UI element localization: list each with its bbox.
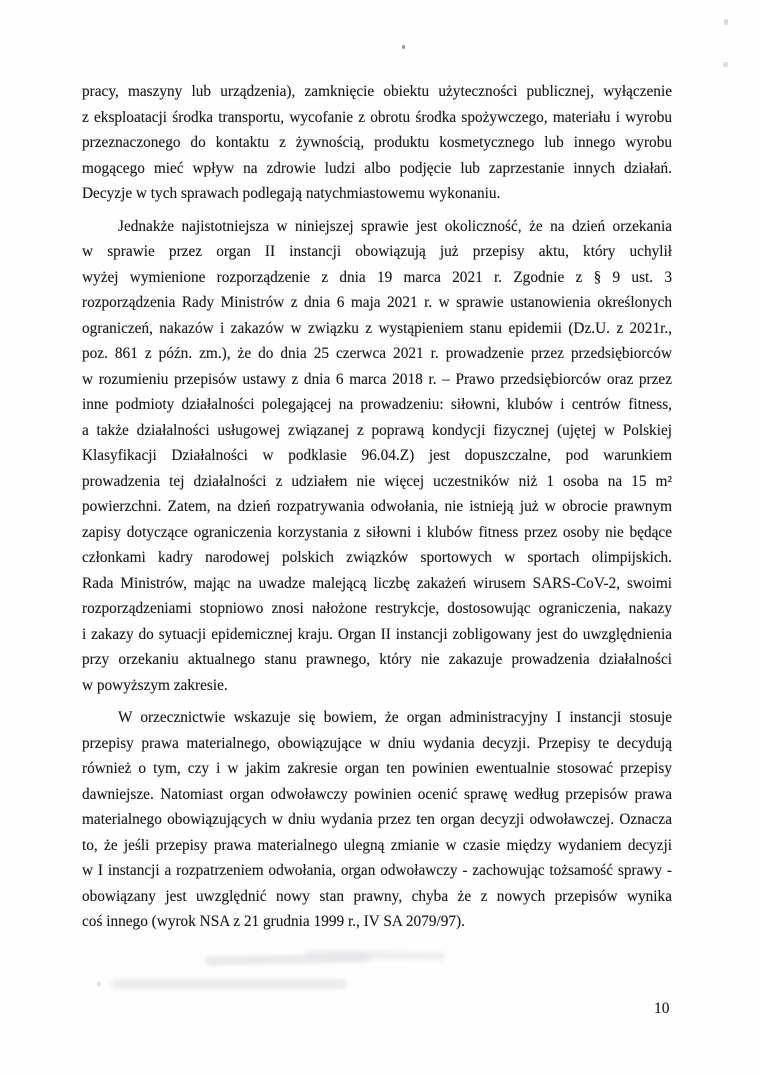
scan-artifact-dot [402, 45, 405, 49]
text-line: zapisy dotyczące ograniczenia korzystania z siłowni i klubów fitness przez osoby nie będące [82, 523, 672, 541]
text-line: inne podmioty działalności polegającej na prowadzeniu: siłowni, klubów i centrów fitness, [82, 396, 672, 413]
text-line: ograniczeń, nakazów i zakazów w związku z wystąpieniem stanu epidemii (Dz.U. z 2021r., [82, 319, 672, 337]
text-line: a także działalności usługowej związanej z poprawą kondycji fizycznej (ujętej w Polskiej [82, 421, 672, 439]
text-line: materialnego obowiązujących w dniu wydania przez ten organ decyzji odwoławczej. Oznacza [82, 811, 672, 828]
scan-artifact-edge-mark [724, 19, 728, 25]
text-line: rozporządzenia Rady Ministrów z dnia 6 maja 2021 r. w sprawie ustanowienia określonych [82, 294, 672, 311]
text-line: i zakazy do sytuacji epidemicznej kraju. Organ II instancji zobligowany jest do uwzględnienia [82, 625, 672, 643]
scan-artifact-bleedthrough [305, 950, 445, 960]
text-line: W orzecznictwie wskazuje się bowiem, że organ administracyjny I instancji stosuje [118, 709, 672, 726]
text-line: w powyższym zakresie. [82, 676, 228, 694]
paragraph [82, 705, 672, 935]
text-line: pracy, maszyny lub urządzenia), zamknięcie obiektu użyteczności publicznej, wyłączenie [82, 83, 672, 100]
text-line: poz. 861 z późn. zm.), że do dnia 25 czerwca 2021 r. prowadzenie przez przedsiębiorców [82, 345, 672, 362]
text-block [82, 79, 672, 935]
scan-artifact-edge-mark [723, 62, 728, 67]
text-line: przy orzekaniu aktualnego stanu prawnego, który nie zakazuje prowadzenia działalności [82, 651, 672, 668]
text-line: z eksploatacji środka transportu, wycofanie z obrotu środka spożywczego, materiału i wyrobu [82, 108, 672, 126]
text-line: mogącego mieć wpływ na zdrowie ludzi albo podjęcie lub zaprzestanie innych działań. [82, 159, 672, 177]
page-number: 10 [654, 1000, 670, 1017]
text-line: członkami kadry narodowej polskich związków sportowych w sportach olimpijskich. [82, 549, 672, 566]
text-line: rozporządzeniami stopniowo znosi nałożone restrykcje, dostosowując ograniczenia, nakazy [82, 600, 672, 617]
text-line: przepisy prawa materialnego, obowiązujące w dniu wydania decyzji. Przepisy te decydują [82, 734, 672, 752]
text-line: dawniejsze. Natomiast organ odwoławczy powinien ocenić sprawę według przepisów prawa [82, 785, 672, 803]
text-line: w rozumieniu przepisów ustawy z dnia 6 marca 2018 r. – Prawo przedsiębiorców oraz przez [82, 370, 672, 388]
text-line: wyżej wymienione rozporządzenie z dnia 19 marca 2021 r. Zgodnie z § 9 ust. 3 [82, 268, 672, 286]
paragraph [82, 214, 672, 699]
scan-artifact-bleedthrough [205, 954, 370, 966]
text-line: to, że jeśli przepisy prawa materialnego ulegną zmianie w czasie między wydaniem decyzji [82, 836, 672, 854]
text-line: przeznaczonego do kontaktu z żywnością, produktu kosmetycznego lub innego wyrobu [82, 134, 672, 151]
text-line: Rada Ministrów, mając na uwadze malejącą liczbę zakażeń wirusem SARS-CoV-2, swoimi [82, 574, 672, 592]
text-line: obowiązany jest uwzględnić nowy stan prawny, chyba że z nowych przepisów wynika [82, 887, 672, 905]
text-line: w sprawie przez organ II instancji obowiązują już przepisy aktu, który uchylił [82, 243, 672, 260]
paragraph [82, 79, 672, 207]
text-line: powierzchni. Zatem, na dzień rozpatrywania odwołania, nie istnieją już w obrocie prawnym [82, 498, 672, 515]
text-line: coś innego (wyrok NSA z 21 grudnia 1999 r., IV SA 2079/97). [82, 913, 465, 930]
text-line: w I instancji a rozpatrzeniem odwołania, organ odwoławczy - zachowując tożsamość sprawy - [82, 862, 672, 879]
text-line: Klasyfikacji Działalności w podklasie 96.04.Z) jest dopuszczalne, pod warunkiem [82, 447, 672, 464]
text-line: Jednakże najistotniejsza w niniejszej sprawie jest okoliczność, że na dzień orzekania [118, 217, 672, 235]
scan-artifact-bleedthrough [112, 979, 347, 989]
scan-artifact-speck [97, 982, 101, 986]
text-line: prowadzenia tej działalności z udziałem nie więcej uczestników niż 1 osoba na 15 m² [82, 472, 672, 490]
text-line: również o tym, czy i w jakim zakresie organ ten powinien ewentualnie stosować przepisy [82, 760, 672, 777]
text-line: Decyzje w tych sprawach podlegają natychmiastowemu wykonaniu. [82, 185, 501, 202]
